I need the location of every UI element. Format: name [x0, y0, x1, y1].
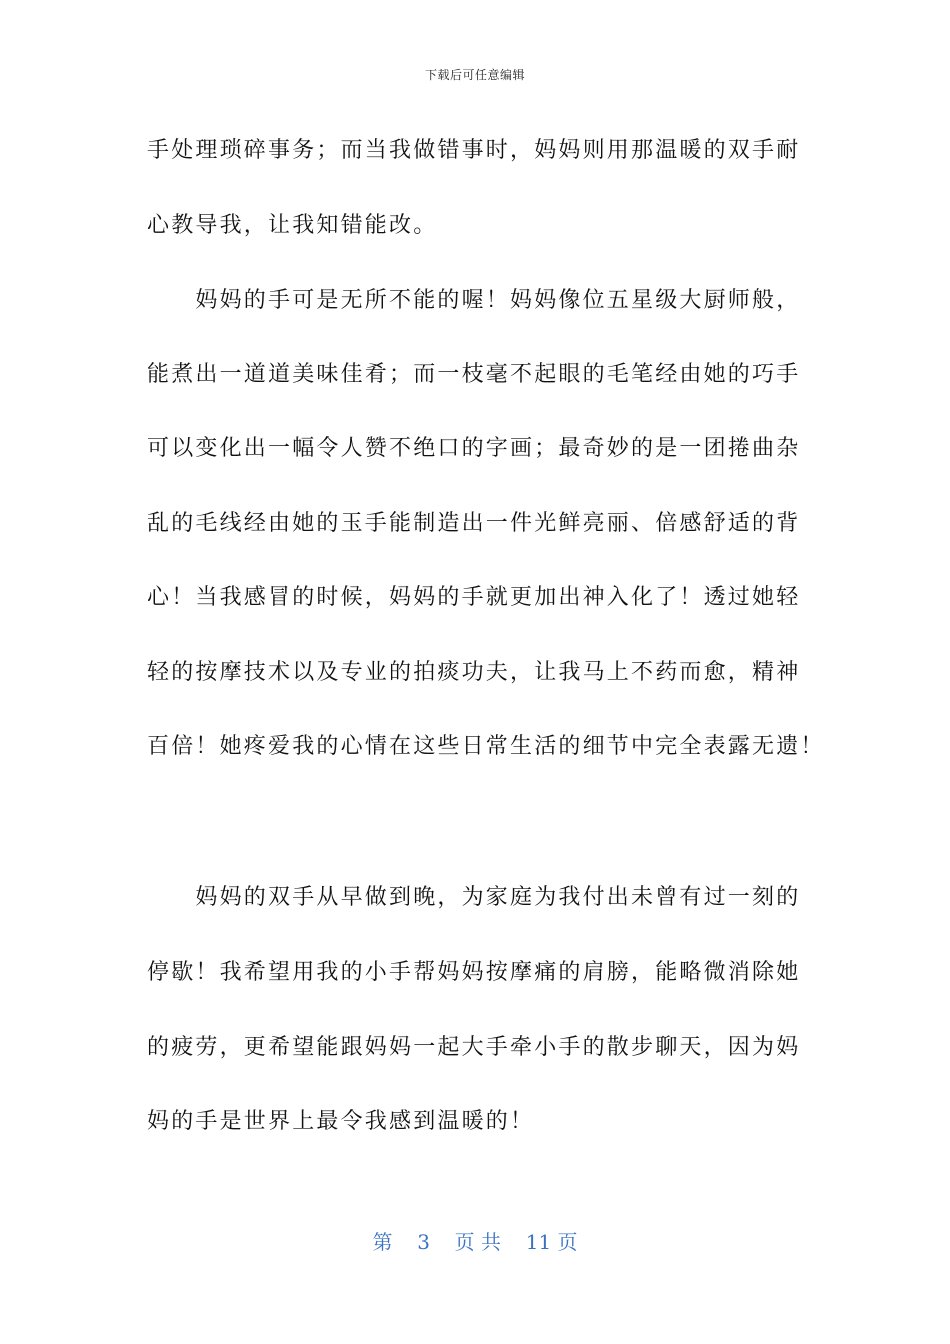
footer-total-pages: 11 [525, 1230, 552, 1254]
paragraph-2-line-3: 可以变化出一幅令人赞不绝口的字画；最奇妙的是一团捲曲杂 [147, 436, 801, 461]
page-footer [0, 1226, 950, 1255]
paragraph-2-line-5: 心！当我感冒的时候，妈妈的手就更加出神入化了！透过她轻 [147, 585, 801, 610]
paragraph-2-line-2: 能煮出一道道美味佳肴；而一枝毫不起眼的毛笔经由她的巧手 [147, 362, 801, 387]
paragraph-1-line-2: 心教导我，让我知错能改。 [147, 213, 438, 238]
footer-middle: 页 共 [454, 1230, 501, 1254]
paragraph-3-line-2: 停歇！我希望用我的小手帮妈妈按摩痛的肩膀，能略微消除她 [147, 960, 801, 985]
footer-current-page: 3 [417, 1230, 430, 1254]
paragraph-2-line-4: 乱的毛线经由她的玉手能制造出一件光鲜亮丽、倍感舒适的背 [147, 511, 801, 536]
paragraph-2-line-6: 轻的按摩技术以及专业的拍痰功夫，让我马上不药而愈，精神 [147, 660, 801, 685]
paragraph-2-line-7: 百倍！她疼爱我的心情在这些日常生活的细节中完全表露无遗！ [147, 734, 825, 759]
paragraph-3-line-1: 妈妈的双手从早做到晚，为家庭为我付出未曾有过一刻的 [147, 885, 801, 910]
page-header: 下载后可任意编辑 [424, 68, 525, 82]
footer-prefix: 第 [372, 1230, 393, 1254]
paragraph-3-line-4: 妈的手是世界上最令我感到温暖的！ [147, 1109, 535, 1134]
paragraph-2-line-1: 妈妈的手可是无所不能的喔！妈妈像位五星级大厨师般， [147, 288, 801, 313]
paragraph-3-line-3: 的疲劳，更希望能跟妈妈一起大手牵小手的散步聊天，因为妈 [147, 1035, 801, 1060]
paragraph-1-line-1: 手处理琐碎事务；而当我做错事时，妈妈则用那温暖的双手耐 [147, 138, 801, 163]
footer-suffix: 页 [557, 1230, 578, 1254]
